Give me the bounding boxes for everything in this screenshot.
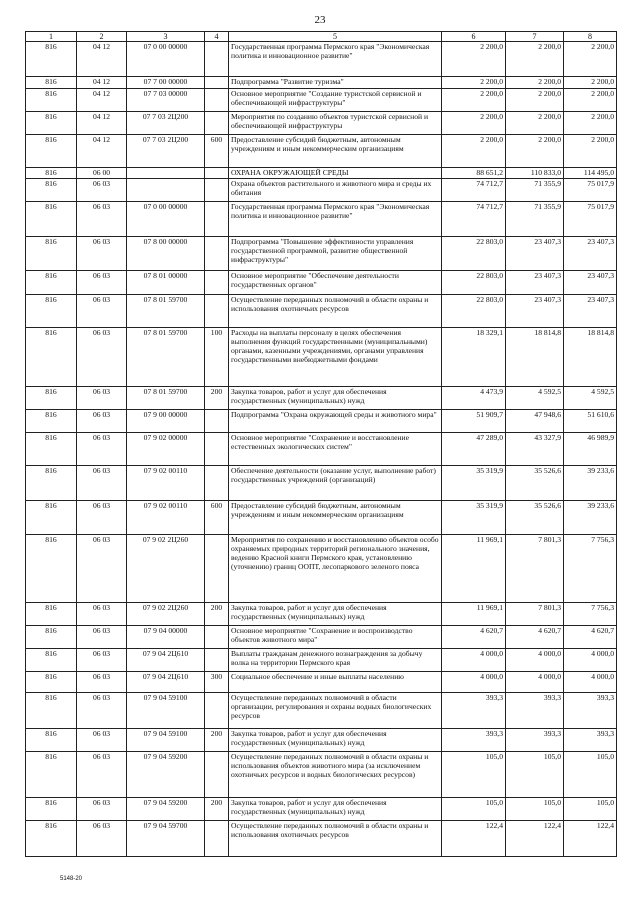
target-article-cell: 07 7 03 2Ц200: [127, 135, 205, 168]
target-article-cell: 07 9 04 59100: [127, 729, 205, 752]
amount-year3-cell: 122,4: [564, 821, 617, 857]
admin-code-cell: 816: [26, 752, 77, 798]
amount-year3-cell: 18 814,8: [564, 328, 617, 387]
section-code-cell: 06 03: [77, 752, 127, 798]
description-cell: Расходы на выплаты персоналу в целях обеспечения выполнения функций государственными (муниципальными) органами, казенными учреждениями, органами управления государственными внебюджетными фондами: [229, 328, 442, 387]
admin-code-cell: 816: [26, 77, 77, 89]
description-cell: Мероприятия по созданию объектов туристской сервисной и обеспечивающей инфраструктуры: [229, 112, 442, 135]
amount-year1-cell: 11 969,1: [442, 603, 506, 626]
table-row: [26, 179, 617, 202]
amount-year2-cell: 4 592,5: [506, 387, 564, 410]
target-article-cell: 07 9 04 2Ц610: [127, 672, 205, 693]
table-row: [26, 798, 617, 821]
table-row: [26, 237, 617, 271]
expense-type-cell: 600: [205, 135, 229, 168]
amount-year1-cell: 18 329,1: [442, 328, 506, 387]
admin-code-cell: 816: [26, 410, 77, 433]
amount-year2-cell: 18 814,8: [506, 328, 564, 387]
amount-year1-cell: 2 200,0: [442, 112, 506, 135]
amount-year1-cell: 4 000,0: [442, 649, 506, 672]
admin-code-cell: 816: [26, 603, 77, 626]
amount-year3-cell: 4 592,5: [564, 387, 617, 410]
amount-year3-cell: 105,0: [564, 752, 617, 798]
amount-year3-cell: 2 200,0: [564, 135, 617, 168]
amount-year3-cell: 4 000,0: [564, 672, 617, 693]
expense-type-cell: [205, 77, 229, 89]
section-code-cell: 06 03: [77, 387, 127, 410]
amount-year1-cell: 35 319,9: [442, 466, 506, 501]
target-article-cell: 07 9 02 2Ц260: [127, 535, 205, 603]
amount-year3-cell: 7 756,3: [564, 603, 617, 626]
target-article-cell: 07 0 00 00000: [127, 202, 205, 237]
amount-year2-cell: 2 200,0: [506, 89, 564, 112]
section-code-cell: 06 03: [77, 237, 127, 271]
admin-code-cell: 816: [26, 179, 77, 202]
amount-year1-cell: 22 803,0: [442, 271, 506, 295]
section-code-cell: 06 03: [77, 271, 127, 295]
amount-year1-cell: 4 000,0: [442, 672, 506, 693]
table-row: [26, 821, 617, 857]
amount-year2-cell: 2 200,0: [506, 42, 564, 77]
expense-type-cell: [205, 168, 229, 179]
target-article-cell: 07 9 02 00000: [127, 433, 205, 466]
expense-type-cell: [205, 89, 229, 112]
header-cell: 4: [205, 32, 229, 42]
amount-year2-cell: 35 526,6: [506, 501, 564, 535]
admin-code-cell: 816: [26, 42, 77, 77]
header-cell: 2: [77, 32, 127, 42]
amount-year1-cell: 4 473,9: [442, 387, 506, 410]
header-cell: 1: [26, 32, 77, 42]
table-row: [26, 112, 617, 135]
target-article-cell: 07 9 04 59200: [127, 752, 205, 798]
target-article-cell: [127, 168, 205, 179]
amount-year3-cell: 75 017,9: [564, 202, 617, 237]
section-code-cell: 06 03: [77, 433, 127, 466]
amount-year2-cell: 43 327,9: [506, 433, 564, 466]
expense-type-cell: 200: [205, 387, 229, 410]
amount-year1-cell: 51 909,7: [442, 410, 506, 433]
table-row: [26, 42, 617, 77]
amount-year1-cell: 2 200,0: [442, 42, 506, 77]
amount-year2-cell: 71 355,9: [506, 179, 564, 202]
admin-code-cell: 816: [26, 271, 77, 295]
target-article-cell: 07 9 04 59100: [127, 693, 205, 729]
amount-year2-cell: 4 000,0: [506, 649, 564, 672]
section-code-cell: 06 03: [77, 328, 127, 387]
expense-type-cell: [205, 649, 229, 672]
amount-year3-cell: 23 407,3: [564, 237, 617, 271]
target-article-cell: 07 9 02 2Ц260: [127, 603, 205, 626]
target-article-cell: 07 9 04 59200: [127, 798, 205, 821]
table-row: [26, 295, 617, 328]
amount-year3-cell: 4 620,7: [564, 626, 617, 649]
admin-code-cell: 816: [26, 89, 77, 112]
amount-year1-cell: 2 200,0: [442, 77, 506, 89]
target-article-cell: 07 8 01 59700: [127, 387, 205, 410]
amount-year3-cell: 4 000,0: [564, 649, 617, 672]
amount-year3-cell: 75 017,9: [564, 179, 617, 202]
table-row: [26, 649, 617, 672]
amount-year2-cell: 4 620,7: [506, 626, 564, 649]
table-header-row: [26, 32, 617, 42]
table-row: [26, 626, 617, 649]
description-cell: Закупка товаров, работ и услуг для обеспечения государственных (муниципальных) нужд: [229, 603, 442, 626]
table-row: [26, 752, 617, 798]
amount-year3-cell: 7 756,3: [564, 535, 617, 603]
admin-code-cell: 816: [26, 649, 77, 672]
amount-year3-cell: 2 200,0: [564, 42, 617, 77]
table-row: [26, 89, 617, 112]
section-code-cell: 06 03: [77, 649, 127, 672]
header-cell: 5: [229, 32, 442, 42]
section-code-cell: 04 12: [77, 77, 127, 89]
amount-year2-cell: 23 407,3: [506, 271, 564, 295]
expense-type-cell: 300: [205, 672, 229, 693]
target-article-cell: 07 8 00 00000: [127, 237, 205, 271]
amount-year1-cell: 105,0: [442, 798, 506, 821]
amount-year1-cell: 22 803,0: [442, 237, 506, 271]
section-code-cell: 06 03: [77, 410, 127, 433]
description-cell: Основное мероприятие "Создание туристской сервисной и обеспечивающей инфраструктуры": [229, 89, 442, 112]
table-row: [26, 603, 617, 626]
amount-year2-cell: 7 801,3: [506, 535, 564, 603]
target-article-cell: 07 0 00 00000: [127, 42, 205, 77]
target-article-cell: 07 8 01 59700: [127, 328, 205, 387]
amount-year2-cell: 393,3: [506, 693, 564, 729]
amount-year1-cell: 2 200,0: [442, 89, 506, 112]
section-code-cell: 04 12: [77, 89, 127, 112]
admin-code-cell: 816: [26, 328, 77, 387]
amount-year2-cell: 23 407,3: [506, 237, 564, 271]
description-cell: Предоставление субсидий бюджетным, автономным учреждениям и иным некоммерческим организациям: [229, 135, 442, 168]
expense-type-cell: 600: [205, 501, 229, 535]
target-article-cell: 07 9 02 00110: [127, 466, 205, 501]
amount-year2-cell: 2 200,0: [506, 112, 564, 135]
table-row: [26, 77, 617, 89]
amount-year3-cell: 23 407,3: [564, 271, 617, 295]
amount-year1-cell: 11 969,1: [442, 535, 506, 603]
section-code-cell: 06 03: [77, 603, 127, 626]
table-row: [26, 535, 617, 603]
amount-year3-cell: 393,3: [564, 729, 617, 752]
section-code-cell: 06 03: [77, 535, 127, 603]
description-cell: Подпрограмма "Охрана окружающей среды и животного мира": [229, 410, 442, 433]
admin-code-cell: 816: [26, 387, 77, 410]
target-article-cell: [127, 179, 205, 202]
target-article-cell: 07 8 01 59700: [127, 295, 205, 328]
amount-year1-cell: 74 712,7: [442, 202, 506, 237]
admin-code-cell: 816: [26, 237, 77, 271]
table-row: [26, 328, 617, 387]
description-cell: Осуществление переданных полномочий в области организации, регулирования и охраны водных биологических ресурсов: [229, 693, 442, 729]
description-cell: Подпрограмма "Развитие туризма": [229, 77, 442, 89]
admin-code-cell: 816: [26, 135, 77, 168]
amount-year1-cell: 74 712,7: [442, 179, 506, 202]
table-row: [26, 433, 617, 466]
section-code-cell: 06 03: [77, 821, 127, 857]
section-code-cell: 06 03: [77, 202, 127, 237]
header-cell: 6: [442, 32, 506, 42]
expense-type-cell: [205, 433, 229, 466]
section-code-cell: 04 12: [77, 112, 127, 135]
amount-year2-cell: 105,0: [506, 798, 564, 821]
header-cell: 7: [506, 32, 564, 42]
description-cell: Закупка товаров, работ и услуг для обеспечения государственных (муниципальных) нужд: [229, 729, 442, 752]
amount-year1-cell: 393,3: [442, 729, 506, 752]
expense-type-cell: [205, 466, 229, 501]
admin-code-cell: 816: [26, 821, 77, 857]
amount-year1-cell: 393,3: [442, 693, 506, 729]
amount-year2-cell: 2 200,0: [506, 135, 564, 168]
table-row: [26, 410, 617, 433]
target-article-cell: 07 7 03 00000: [127, 89, 205, 112]
amount-year1-cell: 47 289,0: [442, 433, 506, 466]
section-code-cell: 06 03: [77, 295, 127, 328]
section-code-cell: 06 03: [77, 466, 127, 501]
section-code-cell: 06 00: [77, 168, 127, 179]
table-row: [26, 387, 617, 410]
section-code-cell: 04 12: [77, 135, 127, 168]
amount-year3-cell: 39 233,6: [564, 466, 617, 501]
expense-type-cell: [205, 752, 229, 798]
amount-year3-cell: 105,0: [564, 798, 617, 821]
amount-year2-cell: 4 000,0: [506, 672, 564, 693]
admin-code-cell: 816: [26, 535, 77, 603]
document-code: 5148-20: [60, 876, 83, 882]
amount-year2-cell: 47 948,6: [506, 410, 564, 433]
expense-type-cell: [205, 535, 229, 603]
header-cell: 8: [564, 32, 617, 42]
section-code-cell: 06 03: [77, 179, 127, 202]
amount-year1-cell: 4 620,7: [442, 626, 506, 649]
section-code-cell: 06 03: [77, 693, 127, 729]
description-cell: Осуществление переданных полномочий в области охраны и использования объектов животного мира (за исключением охотничьих ресурсов и водных биологических ресурсов): [229, 752, 442, 798]
description-cell: Предоставление субсидий бюджетным, автономным учреждениям и иным некоммерческим организациям: [229, 501, 442, 535]
admin-code-cell: 816: [26, 433, 77, 466]
amount-year2-cell: 7 801,3: [506, 603, 564, 626]
admin-code-cell: 816: [26, 168, 77, 179]
section-code-cell: 06 03: [77, 672, 127, 693]
section-code-cell: 06 03: [77, 501, 127, 535]
description-cell: Основное мероприятие "Сохранение и воспроизводство объектов животного мира": [229, 626, 442, 649]
description-cell: Охрана объектов растительного и животного мира и среды их обитания: [229, 179, 442, 202]
admin-code-cell: 816: [26, 729, 77, 752]
description-cell: Подпрограмма "Повышение эффективности управления государственной программой, развитие общественной инфраструктуры": [229, 237, 442, 271]
table-row: [26, 135, 617, 168]
table-row: [26, 693, 617, 729]
description-cell: Основное мероприятие "Обеспечение деятельности государственных органов": [229, 271, 442, 295]
description-cell: Осуществление переданных полномочий в области охраны и использования охотничьих ресурсов: [229, 821, 442, 857]
header-cell: 3: [127, 32, 205, 42]
amount-year3-cell: 2 200,0: [564, 89, 617, 112]
target-article-cell: 07 9 04 59700: [127, 821, 205, 857]
target-article-cell: 07 7 03 2Ц200: [127, 112, 205, 135]
expense-type-cell: [205, 271, 229, 295]
expense-type-cell: [205, 112, 229, 135]
description-cell: Обеспечение деятельности (оказание услуг, выполнение работ) государственных учреждений (организаций): [229, 466, 442, 501]
amount-year2-cell: 35 526,6: [506, 466, 564, 501]
expense-type-cell: 200: [205, 798, 229, 821]
table-row: [26, 729, 617, 752]
amount-year3-cell: 46 989,9: [564, 433, 617, 466]
page-number: 23: [314, 14, 326, 26]
description-cell: Закупка товаров, работ и услуг для обеспечения государственных (муниципальных) нужд: [229, 798, 442, 821]
amount-year2-cell: 71 355,9: [506, 202, 564, 237]
target-article-cell: 07 8 01 00000: [127, 271, 205, 295]
amount-year1-cell: 2 200,0: [442, 135, 506, 168]
admin-code-cell: 816: [26, 466, 77, 501]
table-row: [26, 271, 617, 295]
description-cell: Закупка товаров, работ и услуг для обеспечения государственных (муниципальных) нужд: [229, 387, 442, 410]
expense-type-cell: [205, 202, 229, 237]
amount-year2-cell: 105,0: [506, 752, 564, 798]
admin-code-cell: 816: [26, 202, 77, 237]
amount-year3-cell: 51 610,6: [564, 410, 617, 433]
description-cell: Основное мероприятие "Сохранение и восстановление естественных экологических систем": [229, 433, 442, 466]
budget-table: [25, 31, 617, 857]
target-article-cell: 07 9 04 00000: [127, 626, 205, 649]
admin-code-cell: 816: [26, 798, 77, 821]
expense-type-cell: [205, 693, 229, 729]
amount-year2-cell: 23 407,3: [506, 295, 564, 328]
expense-type-cell: [205, 179, 229, 202]
amount-year2-cell: 2 200,0: [506, 77, 564, 89]
expense-type-cell: [205, 237, 229, 271]
description-cell: Социальное обеспечение и иные выплаты населению: [229, 672, 442, 693]
target-article-cell: 07 9 00 00000: [127, 410, 205, 433]
admin-code-cell: 816: [26, 112, 77, 135]
section-code-cell: 04 12: [77, 42, 127, 77]
amount-year3-cell: 114 495,0: [564, 168, 617, 179]
target-article-cell: 07 9 02 00110: [127, 501, 205, 535]
amount-year1-cell: 22 803,0: [442, 295, 506, 328]
section-code-cell: 06 03: [77, 798, 127, 821]
admin-code-cell: 816: [26, 693, 77, 729]
description-cell: Государственная программа Пермского края "Экономическая политика и инновационное развитие": [229, 202, 442, 237]
expense-type-cell: [205, 410, 229, 433]
admin-code-cell: 816: [26, 295, 77, 328]
description-cell: Мероприятия по сохранению и восстановлению объектов особо охраняемых природных территорий регионального значения, ведению Красной книги Пермского края, установлению (уточнению) границ ООПТ, лесопаркового зеленого пояса: [229, 535, 442, 603]
admin-code-cell: 816: [26, 626, 77, 649]
table-row: [26, 168, 617, 179]
expense-type-cell: 200: [205, 729, 229, 752]
amount-year1-cell: 88 651,2: [442, 168, 506, 179]
table-row: [26, 202, 617, 237]
target-article-cell: 07 7 00 00000: [127, 77, 205, 89]
table-row: [26, 466, 617, 501]
description-cell: Осуществление переданных полномочий в области охраны и использования охотничьих ресурсов: [229, 295, 442, 328]
expense-type-cell: [205, 626, 229, 649]
amount-year3-cell: 2 200,0: [564, 77, 617, 89]
expense-type-cell: 100: [205, 328, 229, 387]
admin-code-cell: 816: [26, 672, 77, 693]
amount-year3-cell: 393,3: [564, 693, 617, 729]
section-code-cell: 06 03: [77, 729, 127, 752]
amount-year2-cell: 122,4: [506, 821, 564, 857]
section-code-cell: 06 03: [77, 626, 127, 649]
description-cell: Государственная программа Пермского края "Экономическая политика и инновационное развитие": [229, 42, 442, 77]
expense-type-cell: [205, 295, 229, 328]
expense-type-cell: [205, 821, 229, 857]
amount-year1-cell: 122,4: [442, 821, 506, 857]
admin-code-cell: 816: [26, 501, 77, 535]
amount-year3-cell: 23 407,3: [564, 295, 617, 328]
target-article-cell: 07 9 04 2Ц610: [127, 649, 205, 672]
amount-year3-cell: 2 200,0: [564, 112, 617, 135]
description-cell: ОХРАНА ОКРУЖАЮЩЕЙ СРЕДЫ: [229, 168, 442, 179]
expense-type-cell: 200: [205, 603, 229, 626]
amount-year2-cell: 110 833,0: [506, 168, 564, 179]
amount-year3-cell: 39 233,6: [564, 501, 617, 535]
description-cell: Выплаты гражданам денежного вознаграждения за добычу волка на территории Пермского края: [229, 649, 442, 672]
table-row: [26, 501, 617, 535]
expense-type-cell: [205, 42, 229, 77]
amount-year2-cell: 393,3: [506, 729, 564, 752]
table-row: [26, 672, 617, 693]
amount-year1-cell: 105,0: [442, 752, 506, 798]
amount-year1-cell: 35 319,9: [442, 501, 506, 535]
